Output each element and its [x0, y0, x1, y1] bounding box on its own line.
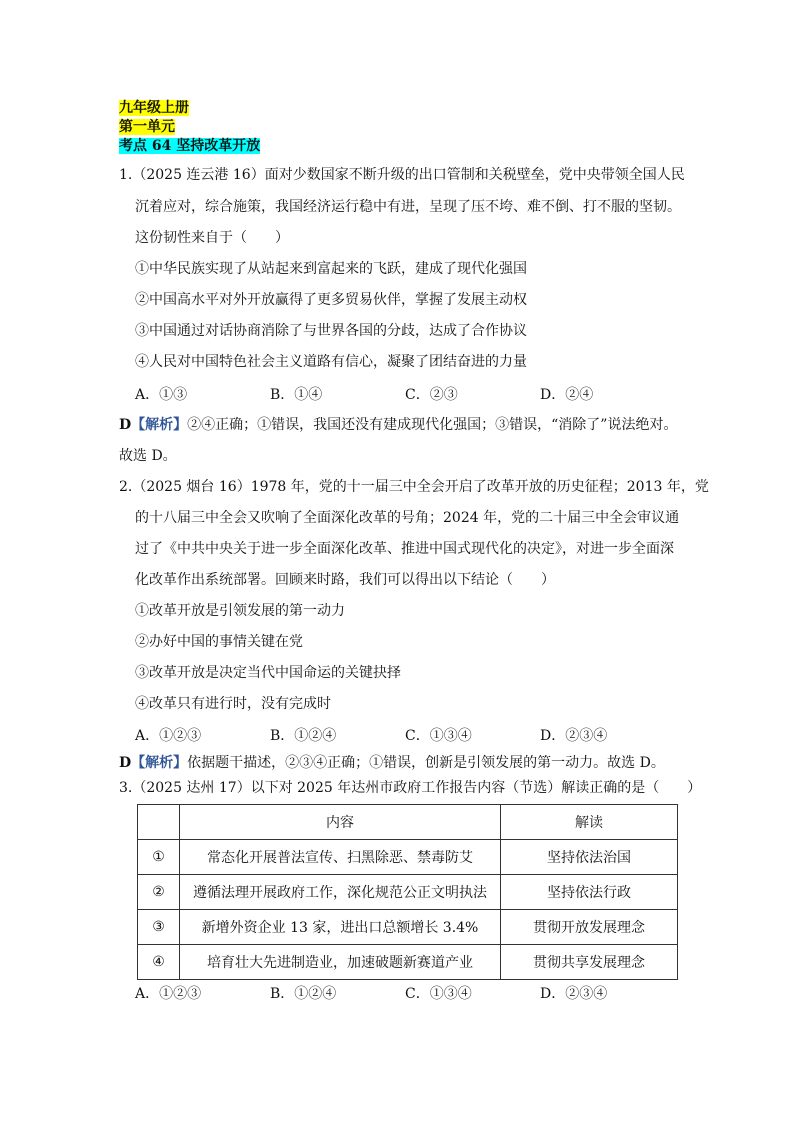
q2-stem-line3: 过了《中共中央关于进一步全面深化改革、推进中国式现代化的决定》，对进一步全面深	[135, 541, 674, 557]
table-cell: 坚持依法行政	[501, 875, 678, 910]
q1-answer-line2: 故选 D。	[119, 448, 177, 464]
table-cell: ②	[138, 875, 180, 910]
q2-item: ③改革开放是决定当代中国命运的关键抉择	[135, 665, 401, 681]
table-cell: 常态化开展普法宣传、扫黑除恶、禁毒防艾	[180, 840, 501, 875]
table-cell: 贯彻共享发展理念	[501, 945, 678, 980]
q3-option-d: D．②③④	[540, 986, 608, 1002]
table-header-cell: 解读	[501, 805, 678, 840]
table-cell: ③	[138, 910, 180, 945]
q1-answer: D【解析】②④正确；①错误，我国还没有建成现代化强国；③错误，“消除了”说法绝对。	[119, 417, 678, 433]
unit-heading: 第一单元	[119, 119, 175, 135]
table-cell: ①	[138, 840, 180, 875]
table-cell: 新增外资企业 13 家，进出口总额增长 3.4%	[180, 910, 501, 945]
table-row	[138, 840, 678, 875]
table-cell: ④	[138, 945, 180, 980]
table-cell: 贯彻开放发展理念	[501, 910, 678, 945]
q1-option-a: A．①③	[135, 387, 188, 403]
q1-item: ①中华民族实现了从站起来到富起来的飞跃，建成了现代化强国	[135, 261, 527, 277]
q3-option-a: A．①②③	[135, 986, 202, 1002]
q1-item: ③中国通过对话协商消除了与世界各国的分歧，达成了合作协议	[135, 323, 527, 339]
q2-item: ④改革只有进行时，没有完成时	[135, 696, 331, 712]
table-row	[138, 875, 678, 910]
q3-option-c: C．①③④	[405, 986, 472, 1002]
table-row	[138, 945, 678, 980]
q2-item: ②办好中国的事情关键在党	[135, 634, 303, 650]
q2-stem-line1: 2.（2025 烟台 16）1978 年，党的十一届三中全会开启了改革开放的历史征程；2013 年，党	[119, 479, 709, 495]
table-row	[138, 910, 678, 945]
q1-stem-line1: 1.（2025 连云港 16）面对少数国家不断升级的出口管制和关税壁垒，党中央带领全国人民	[119, 167, 685, 183]
q2-options	[135, 726, 675, 746]
q2-option-d: D．②③④	[540, 728, 608, 744]
q1-option-b: B．①④	[270, 387, 323, 403]
table-header-cell	[138, 805, 180, 840]
topic-heading: 考点 64 坚持改革开放	[119, 138, 261, 154]
table-cell: 坚持依法治国	[501, 840, 678, 875]
q1-option-d: D．②④	[540, 387, 594, 403]
table-header-cell: 内容	[180, 805, 501, 840]
q2-option-c: C．①③④	[405, 728, 472, 744]
q1-stem-line2: 沉着应对，综合施策，我国经济运行稳中有进，呈现了压不垮、难不倒、打不服的坚韧。	[135, 199, 681, 215]
q2-item: ①改革开放是引领发展的第一动力	[135, 603, 345, 619]
q1-option-c: C．②③	[405, 387, 458, 403]
q3-table	[137, 804, 678, 980]
q3-stem-line1: 3.（2025 达州 17）以下对 2025 年达州市政府工作报告内容（节选）解读正确的是（ ）	[119, 780, 702, 796]
q2-answer: D【解析】依据题干描述，②③④正确；①错误，创新是引领发展的第一动力。故选 D。	[119, 755, 665, 771]
q2-option-b: B．①②④	[270, 728, 337, 744]
q1-item: ②中国高水平对外开放赢得了更多贸易伙伴，掌握了发展主动权	[135, 292, 527, 308]
q1-stem-line3: 这份韧性来自于（ ）	[135, 230, 289, 246]
q1-item: ④人民对中国特色社会主义道路有信心，凝聚了团结奋进的力量	[135, 354, 527, 370]
grade-heading: 九年级上册	[119, 100, 189, 116]
table-cell: 遵循法理开展政府工作，深化规范公正文明执法	[180, 875, 501, 910]
table-header-row	[138, 805, 678, 840]
table-cell: 培育壮大先进制造业，加速破题新赛道产业	[180, 945, 501, 980]
q3-option-b: B．①②④	[270, 986, 337, 1002]
q3-options	[135, 984, 675, 1004]
q2-stem-line2: 的十八届三中全会又吹响了全面深化改革的号角；2024 年，党的二十届三中全会审议通	[135, 510, 680, 526]
q1-options	[135, 385, 675, 405]
q2-stem-line4: 化改革作出系统部署。回顾来时路，我们可以得出以下结论（ ）	[135, 572, 555, 588]
q2-option-a: A．①②③	[135, 728, 202, 744]
